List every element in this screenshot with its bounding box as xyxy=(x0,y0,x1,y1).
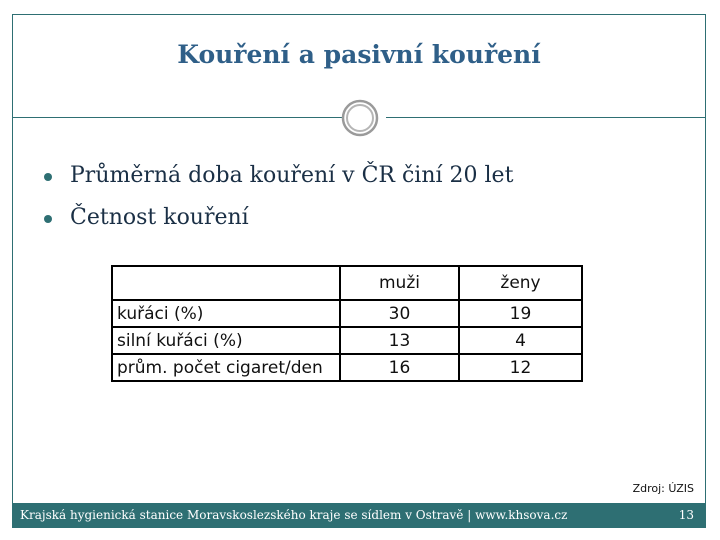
bullet-text: Četnost kouření xyxy=(70,205,249,230)
divider-right xyxy=(386,117,706,118)
circle-ornament-icon xyxy=(341,99,379,137)
table-cell: kuřáci (%) xyxy=(112,300,340,327)
bullet-item xyxy=(44,200,513,242)
bullet-dot-icon xyxy=(44,173,52,181)
table-cell: 13 xyxy=(340,327,459,354)
table-cell: prům. počet cigaret/den xyxy=(112,354,340,381)
footer-text: Krajská hygienická stanice Moravskoslezského kraje se sídlem v Ostravě | www.khsova.cz xyxy=(20,508,568,522)
page-number: 13 xyxy=(678,508,694,522)
table-row xyxy=(112,327,582,354)
table-header-cell xyxy=(112,266,340,300)
source-note: Zdroj: ÚZIS xyxy=(632,482,694,495)
table-cell: silní kuřáci (%) xyxy=(112,327,340,354)
table-cell: 16 xyxy=(340,354,459,381)
table-header-cell: ženy xyxy=(459,266,582,300)
bullet-list xyxy=(44,158,513,242)
table-cell: 30 xyxy=(340,300,459,327)
bullet-text: Průměrná doba kouření v ČR činí 20 let xyxy=(70,163,514,188)
divider-left xyxy=(12,117,342,118)
bullet-item xyxy=(44,158,513,200)
table-header-cell: muži xyxy=(340,266,459,300)
table-cell: 4 xyxy=(459,327,582,354)
table-header-row xyxy=(112,266,582,300)
slide-title: Kouření a pasivní kouření xyxy=(177,40,541,69)
smoking-table xyxy=(111,265,583,382)
table-row xyxy=(112,354,582,381)
table-cell: 19 xyxy=(459,300,582,327)
table-row xyxy=(112,300,582,327)
bullet-dot-icon xyxy=(44,215,52,223)
footer-bar xyxy=(12,503,706,528)
table-cell: 12 xyxy=(459,354,582,381)
